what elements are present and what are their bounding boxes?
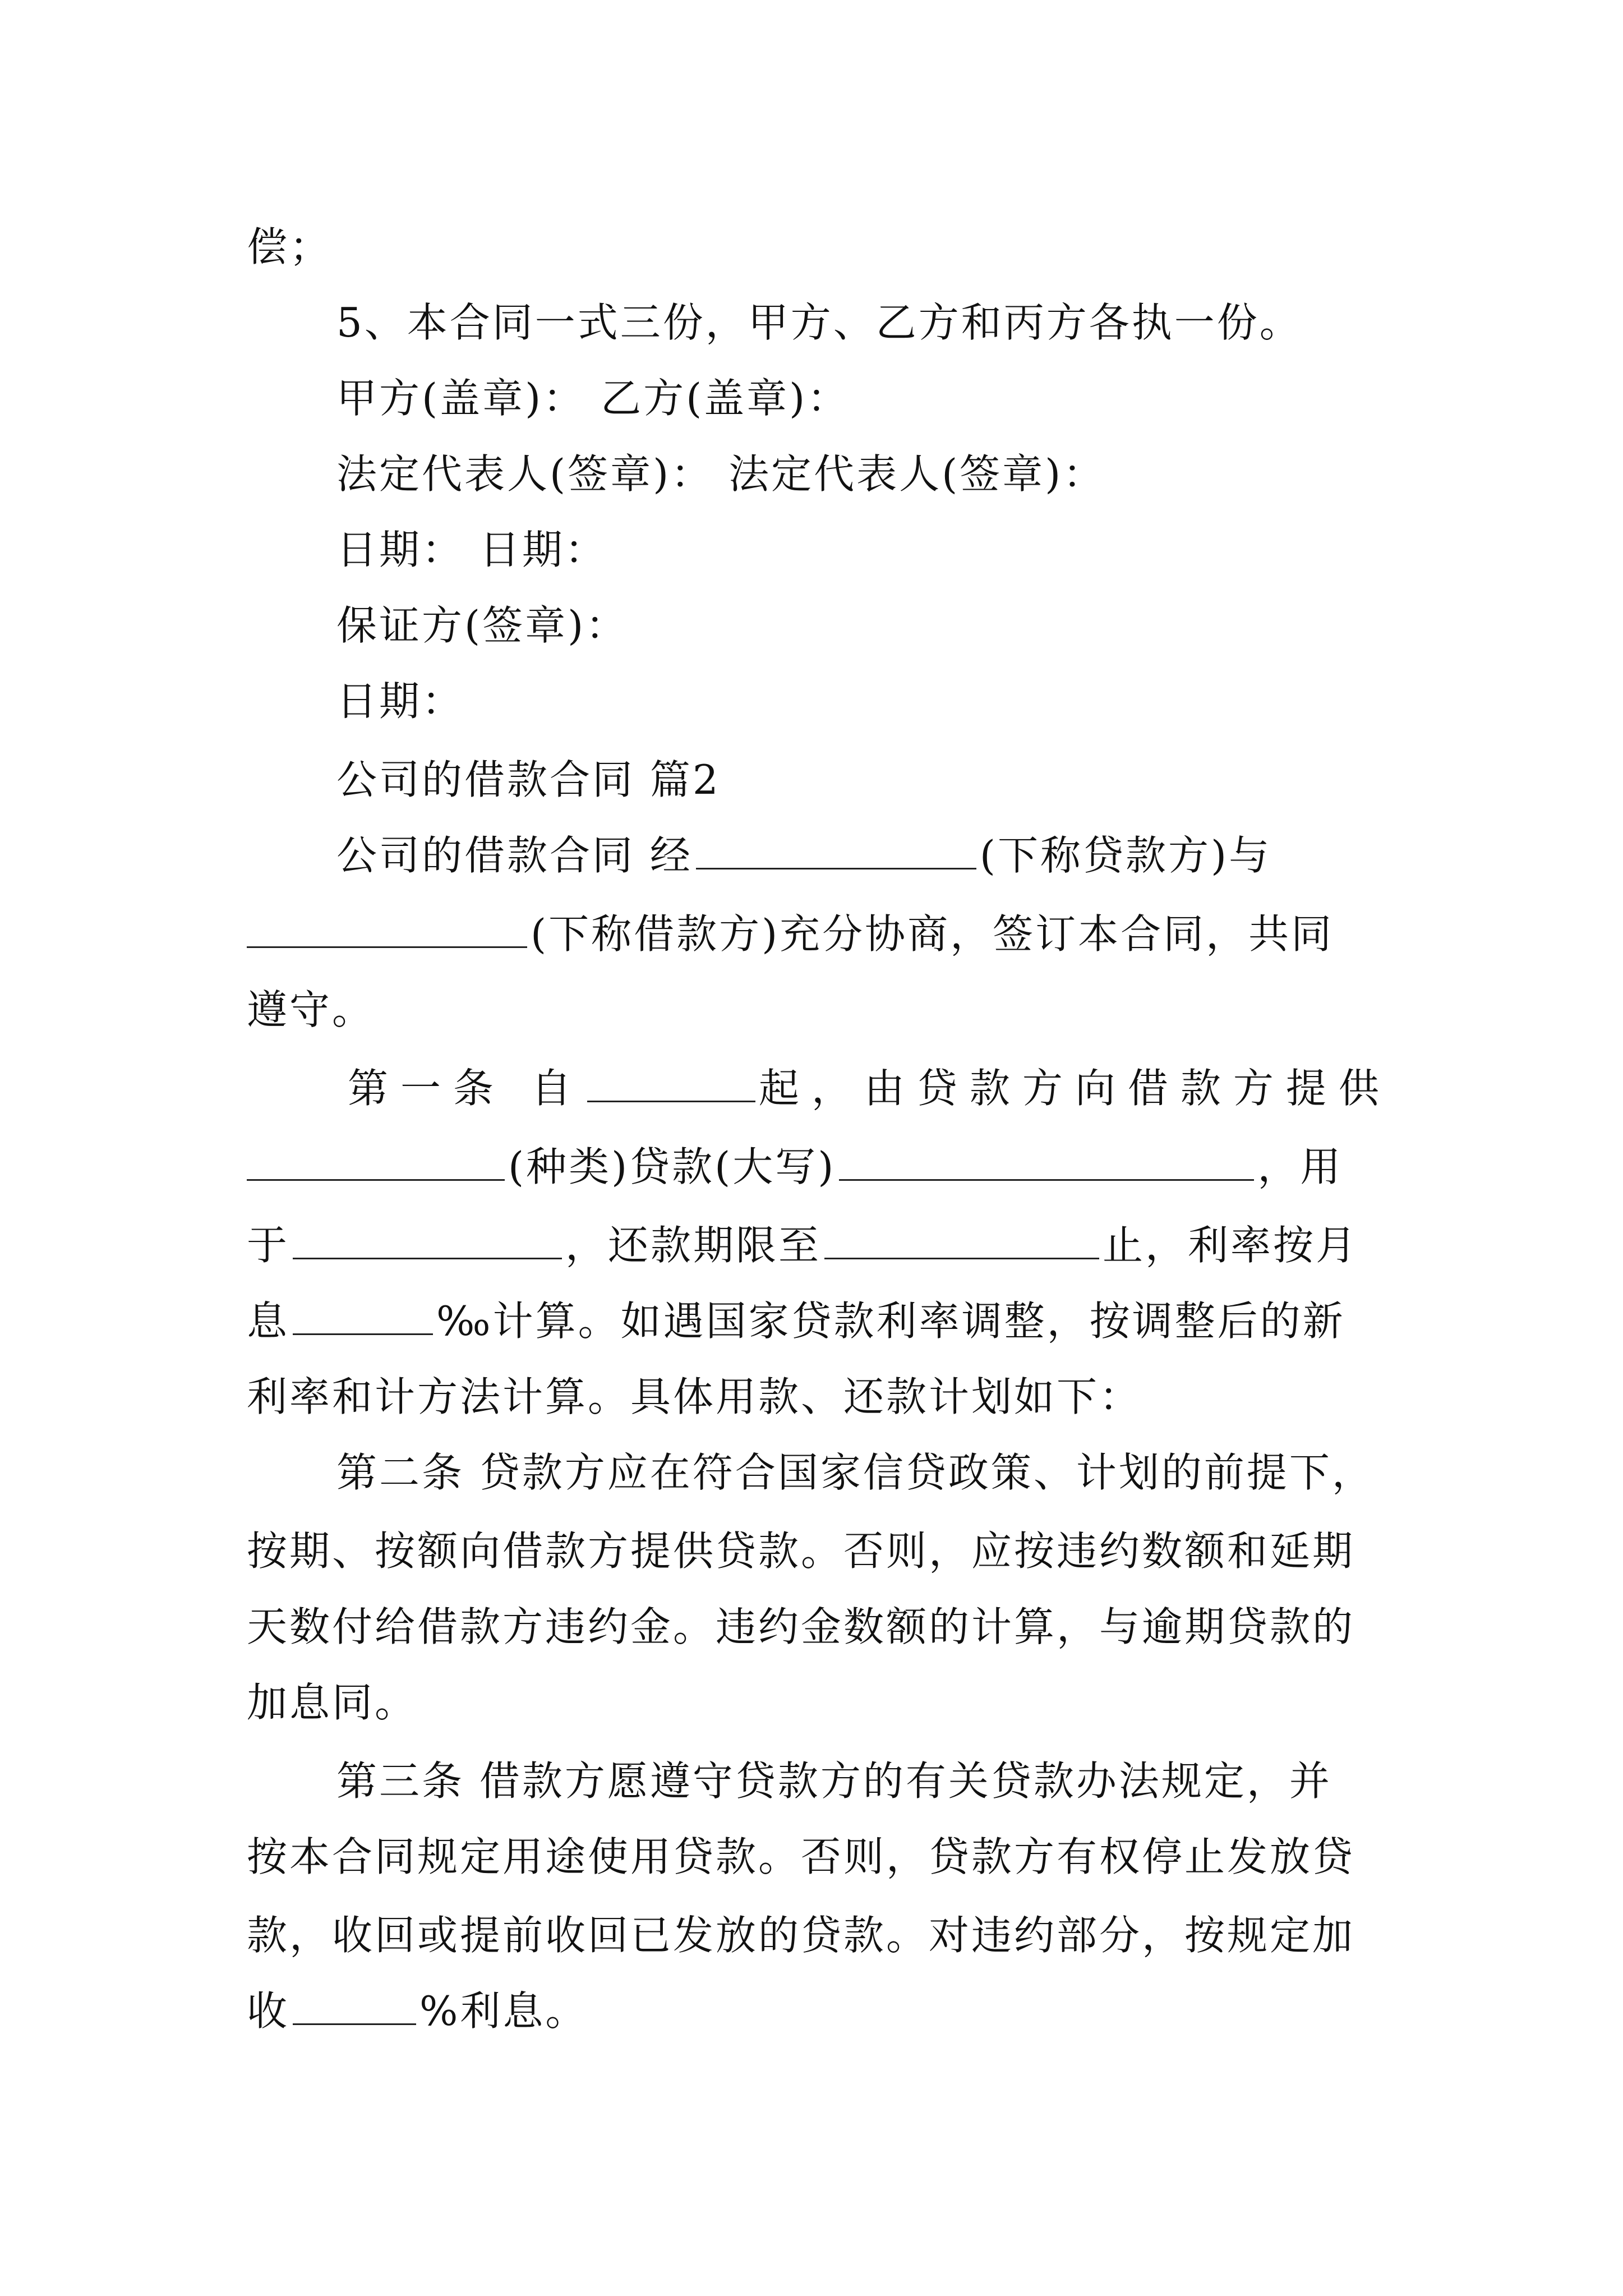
article-1-line-3: [247, 1217, 1391, 1273]
line-text: 按期、按额向借款方提供贷款。否则，应按违约数额和延期: [247, 1527, 1355, 1575]
line-text: 止，利率按月: [1103, 1222, 1359, 1269]
fill-blank-lender[interactable]: [696, 832, 976, 869]
article-2-line-3: [247, 1599, 1391, 1655]
signature-party-a-b: [336, 370, 1481, 426]
preamble-line-3: [247, 982, 1391, 1038]
line-text: 加息同。: [247, 1679, 418, 1726]
line-text: ‰计算。如遇国家贷款利率调整，按调整后的新: [436, 1297, 1345, 1345]
line-text: 公司的借款合同 经: [336, 832, 693, 879]
line-text: 偿；: [247, 223, 333, 270]
line-text: 利率和计方法计算。具体用款、还款计划如下：: [247, 1373, 1142, 1420]
fill-blank-amount[interactable]: [839, 1143, 1254, 1181]
signature-guarantor-date: [336, 673, 1481, 729]
article-2-line-1: [336, 1444, 1481, 1501]
signature-dates: [336, 522, 1481, 578]
fill-blank-borrower[interactable]: [247, 910, 527, 948]
line-text: 保证方(签章)：: [336, 602, 629, 649]
line-text: 遵守。: [247, 986, 375, 1033]
signature-guarantor: [336, 597, 1481, 654]
line-text: (下称贷款方)与: [979, 832, 1272, 879]
article-3-line-2: [247, 1829, 1391, 1885]
article-2-line-2: [247, 1523, 1391, 1579]
line-text: 日期： 日期：: [336, 526, 607, 573]
article-1-line-2: [247, 1139, 1391, 1195]
fill-blank-start-date[interactable]: [587, 1065, 755, 1102]
line-text: 于: [247, 1222, 290, 1269]
article-1-line-5: [247, 1369, 1391, 1425]
text-line: [247, 219, 1391, 275]
article-1-line-4: [247, 1293, 1391, 1349]
line-text: 收: [247, 1987, 290, 2035]
line-text: 5、本合同一式三份，甲方、乙方和丙方各执一份。: [336, 299, 1302, 346]
line-text: ，用: [1257, 1143, 1343, 1190]
line-text: 法定代表人(签章)： 法定代表人(签章)：: [336, 450, 1106, 498]
article-3-line-4: [247, 1983, 1391, 2039]
line-text: 第一条 自: [348, 1065, 584, 1112]
article-3-line-1: [336, 1753, 1481, 1809]
line-text: 天数付给借款方违约金。违约金数额的计算，与逾期贷款的: [247, 1603, 1355, 1650]
article-1-line-1: [348, 1060, 1391, 1116]
line-text: %利息。: [419, 1987, 588, 2035]
article-3-line-3: [247, 1907, 1391, 1963]
heading-text: 公司的借款合同 篇2: [336, 756, 721, 803]
section-heading: [336, 752, 1481, 808]
line-text: (种类)贷款(大写): [508, 1143, 836, 1190]
signature-legal-representatives: [336, 446, 1481, 502]
line-text: 起，由贷款方向借款方提供: [758, 1065, 1391, 1112]
line-text: 款，收回或提前收回已发放的贷款。对违约部分，按规定加: [247, 1912, 1355, 1959]
line-text: 日期：: [336, 678, 465, 725]
clause-5: [336, 295, 1481, 351]
line-text: 第二条 贷款方应在符合国家信贷政策、计划的前提下，: [336, 1449, 1375, 1496]
line-text: ，还款期限至: [565, 1222, 822, 1269]
fill-blank-repayment-date[interactable]: [824, 1222, 1099, 1259]
preamble-line-1: [336, 827, 1391, 884]
fill-blank-purpose[interactable]: [293, 1222, 562, 1259]
fill-blank-loan-type[interactable]: [247, 1143, 505, 1181]
line-text: 第三条 借款方愿遵守贷款方的有关贷款办法规定，并: [336, 1757, 1332, 1805]
fill-blank-penalty-rate[interactable]: [293, 1987, 416, 2025]
line-text: 甲方(盖章)： 乙方(盖章)：: [336, 375, 850, 422]
line-text: 息: [247, 1297, 290, 1345]
article-2-line-4: [247, 1674, 1391, 1731]
line-text: 按本合同规定用途使用贷款。否则，贷款方有权停止发放贷: [247, 1833, 1355, 1880]
line-text: (下称借款方)充分协商，签订本合同，共同: [531, 910, 1334, 958]
fill-blank-monthly-rate[interactable]: [293, 1297, 433, 1335]
preamble-line-2: [247, 906, 1391, 962]
